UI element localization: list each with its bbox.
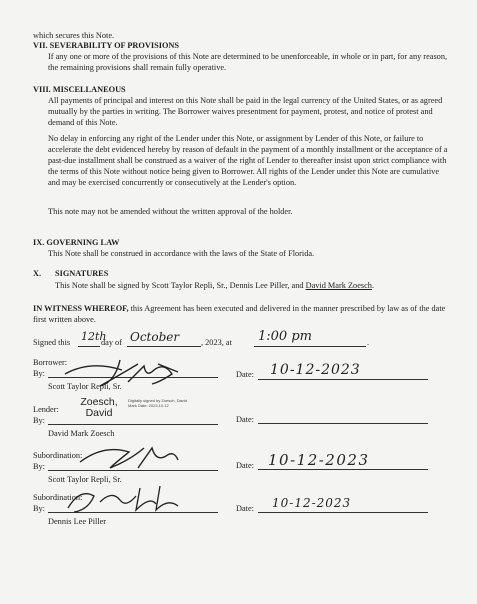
lender-signature-line (48, 424, 218, 425)
time-line (254, 346, 366, 347)
subordination1-date-label: Date: (236, 461, 254, 470)
borrower-name: Scott Taylor Repli, Sr. (48, 382, 122, 391)
subordination1-date-line (258, 469, 428, 470)
section-viii-p2: No delay in enforcing any right of the Lender under this Note, or assignment by Lender of this Note, or failure to accelerate the debt evidenced hereby by reason of default in the payment of a monthly installment or the acceptance of a past-due installment shall be construed as a waiver of the right of Lender to thereafter insist upon strict compliance with the terms of this Note without notice being given to Borrower. All rights of the Lender under this Note are cumulative and may be exercised concurrently or consecutively at the Lender's option. (48, 134, 448, 187)
lender-date-line (258, 423, 428, 424)
section-vii-heading: VII. SEVERABILITY OF PROVISIONS (33, 41, 179, 50)
section-vii-text: If any one or more of the provisions of this Note are determined to be unenforceable, in whole or in part, for any reason, the remaining provisions shall remain fully operative. (48, 52, 448, 72)
subordination1-name: Scott Taylor Repli, Sr. (48, 475, 122, 484)
subordination1-date-handwritten: 10-12-2023 (268, 451, 370, 469)
subordination2-signature-icon (60, 482, 190, 518)
lender-digital-signature-note: Digitally signed by Zoesch, David Mark Date: 2023.10.12 (128, 398, 187, 408)
section-viii-p1: All payments of principal and interest on this Note shall be paid in the legal currency of the United States, or as agreed mutually by the parties in writing. The Borrower waives presentment for payment, protest, and notice of protest and demand of this Note. (48, 96, 443, 127)
day-line (78, 346, 100, 347)
borrower-label: Borrower: (33, 358, 68, 367)
top-line: which secures this Note. (33, 31, 115, 40)
lender-name: David Mark Zoesch (48, 429, 115, 438)
section-viii-heading: VIII. MISCELLANEOUS (33, 85, 126, 94)
day-of-label: day of (101, 338, 122, 347)
section-viii-p3: This note may not be amended without the written approval of the holder. (48, 207, 293, 216)
signed-period: . (367, 338, 370, 347)
section-ix-heading: IX. GOVERNING LAW (33, 238, 120, 247)
section-x-number: X. (33, 269, 42, 278)
section-x-text: This Note shall be signed by Scott Taylor Repli, Sr., Dennis Lee Piller, and David Mark Zoesch. (55, 281, 375, 290)
lender-label: Lender: (33, 405, 59, 414)
subordination2-date-line (258, 512, 428, 513)
borrower-date-handwritten: 10-12-2023 (270, 362, 361, 378)
subordination2-date-label: Date: (236, 504, 254, 513)
signed-this-label: Signed this (33, 338, 71, 347)
month-handwritten: October (130, 330, 180, 344)
section-ix-text: This Note shall be construed in accordance with the laws of the State of Florida. (48, 249, 315, 258)
subordination2-date-handwritten: 10-12-2023 (272, 496, 352, 510)
day-handwritten: 12th (81, 330, 107, 343)
witness-clause: IN WITNESS WHEREOF, this Agreement has been executed and delivered in the manner prescribed by law as of the date first written above. (33, 304, 446, 324)
lender-digital-signature-name: Zoesch, David (80, 396, 118, 419)
subordination2-by: By: (33, 504, 45, 513)
subordination1-by: By: (33, 462, 45, 471)
year-at-label: , 2023, at (201, 338, 232, 347)
month-line (127, 346, 201, 347)
section-x-heading: SIGNATURES (55, 269, 109, 278)
subordination2-name: Dennis Lee Piller (48, 517, 107, 526)
time-handwritten: 1:00 pm (258, 329, 312, 344)
david-zoesch-underlined: David Mark Zoesch (305, 281, 372, 290)
borrower-date-label: Date: (236, 370, 254, 379)
lender-date-label: Date: (236, 415, 254, 424)
borrower-by: By: (33, 369, 45, 378)
subordination2-label: Subordination: (33, 493, 83, 502)
lender-by: By: (33, 416, 45, 425)
subordination1-signature-icon (74, 440, 184, 474)
borrower-date-line (258, 379, 428, 380)
subordination1-label: Subordination: (33, 451, 83, 460)
